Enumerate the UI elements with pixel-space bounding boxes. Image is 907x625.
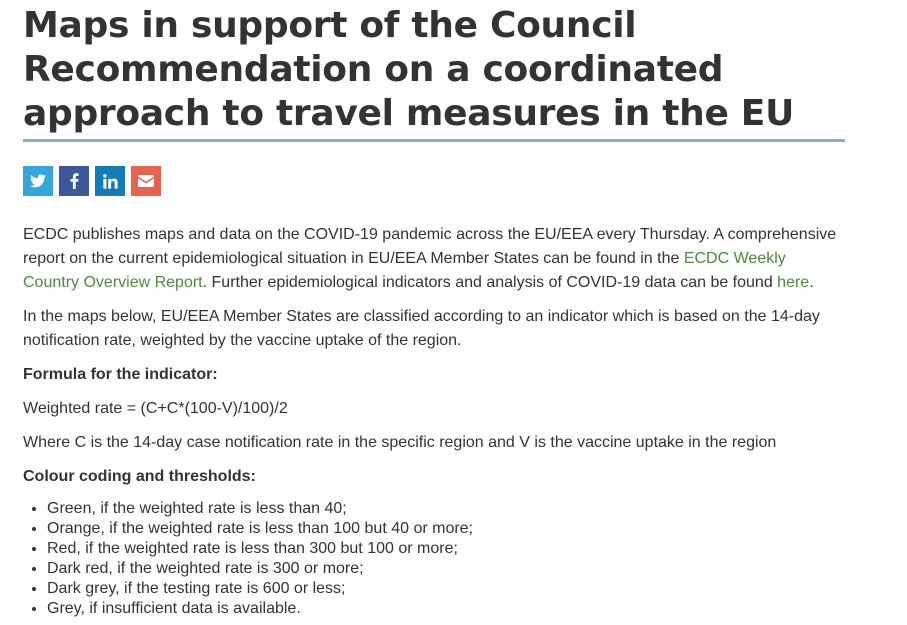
page-title: Maps in support of the Council Recommendation on a coordinated approach to travel measures in the EU [23,5,795,134]
colour-heading: Colour coding and thresholds: [23,468,256,485]
article-body [23,223,845,619]
here-link[interactable]: here [777,274,810,291]
formula-heading: Formula for the indicator: [23,366,218,383]
list-item: • Green, if the weighted rate is less than 40; [47,499,845,519]
twitter-icon [30,174,46,188]
list-item: • Red, if the weighted rate is less than 300 but 100 or more; [47,539,845,559]
maps-paragraph: In the maps below, EU/EEA Member States are classified according to an indicator which is based on the 14-day notification rate, weighted by the vaccine uptake of the region. [23,308,820,349]
list-item: • Grey, if insufficient data is available. [47,599,845,619]
email-icon [138,175,154,187]
intro-text-middle: . Further epidemiological indicators and analysis of COVID-19 data can be found [202,274,778,291]
linkedin-icon [103,174,118,189]
share-linkedin-button[interactable] [95,166,125,196]
share-bar [23,166,845,196]
facebook-icon [70,173,79,189]
share-facebook-button[interactable] [59,166,89,196]
formula-explanation: Where C is the 14-day case notification rate in the specific region and V is the vaccine uptake in the region [23,434,777,451]
list-item: • Orange, if the weighted rate is less than 100 but 40 or more; [47,519,845,539]
formula-text: Weighted rate = (C+C*(100-V)/100)/2 [23,400,288,417]
page [23,0,845,619]
list-item: • Dark red, if the weighted rate is 300 or more; [47,559,845,579]
list-item: • Dark grey, if the testing rate is 600 or less; [47,579,845,599]
intro-paragraph [23,223,845,295]
thresholds-list [23,499,845,619]
share-twitter-button[interactable] [23,166,53,196]
intro-text-after: . [809,274,814,291]
share-email-button[interactable] [131,166,161,196]
intro-text-before: ECDC publishes maps and data on the COVID-19 pandemic across the EU/EEA every Thursday. A comprehensive report on the current epidemiological situation in EU/EEA Member States can be found in the [23,226,837,267]
title-divider [23,139,845,142]
weekly-report-link[interactable]: ECDC Weekly Country Overview Report [23,250,786,291]
